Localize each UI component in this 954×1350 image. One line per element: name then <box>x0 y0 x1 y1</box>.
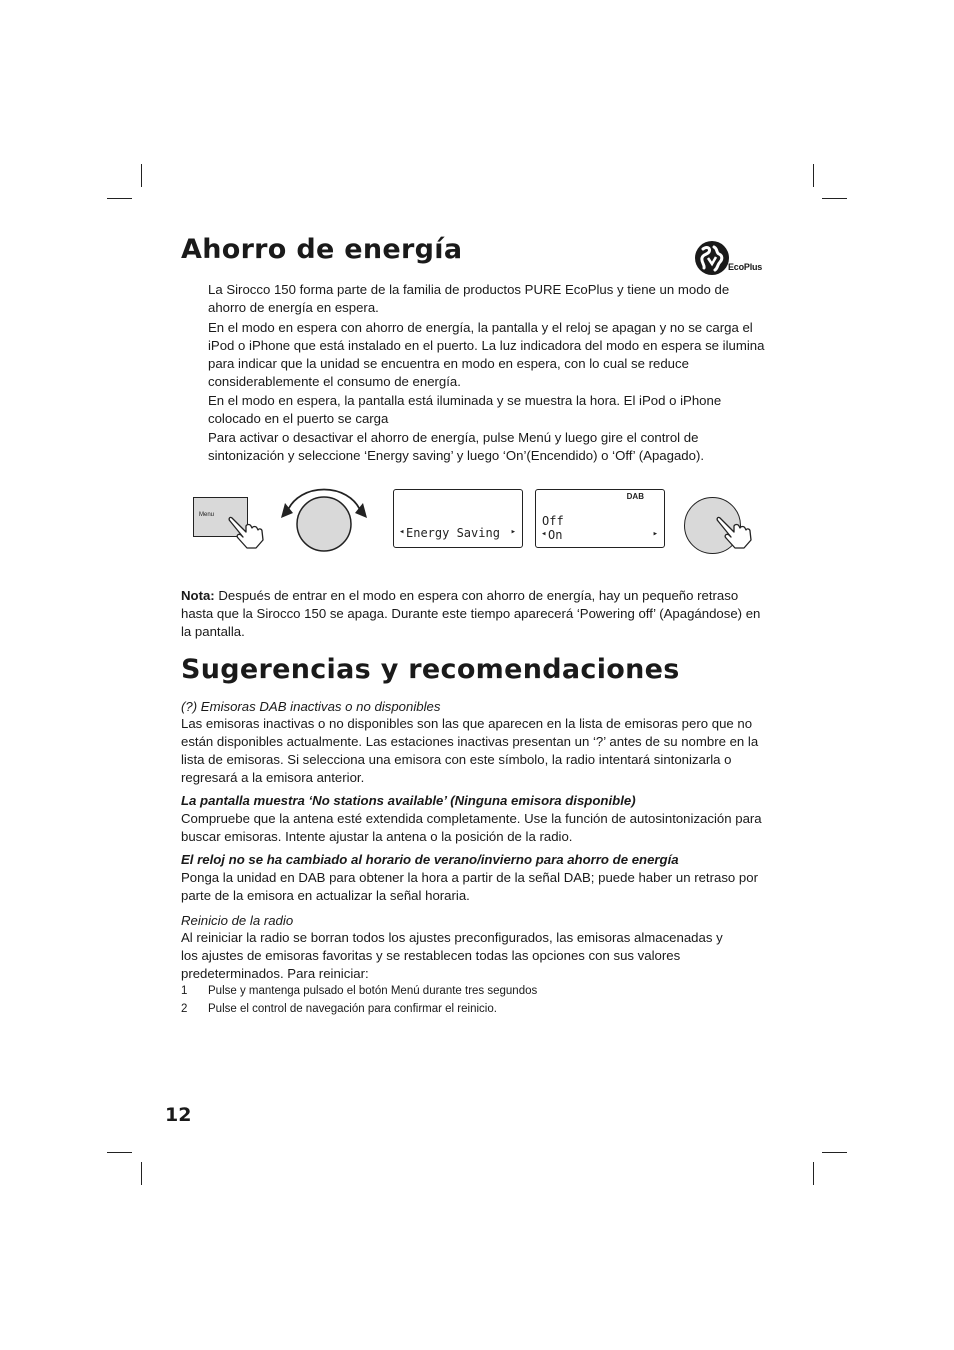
crop-mark <box>141 164 142 187</box>
tip-text: Compruebe que la antena esté extendida completamente. Use la función de autosintonización para buscar emisoras. Intente ajustar la antena o la posición de la radio. <box>181 811 762 844</box>
section-title-tips: Sugerencias y recomendaciones <box>181 654 680 685</box>
tip-heading: El reloj no se ha cambiado al horario de verano/invierno para ahorro de energía <box>181 852 679 867</box>
step-number: 1 <box>181 985 188 997</box>
tip-heading: Reinicio de la radio <box>181 913 294 928</box>
lcd-left-arrow-icon: ◂ <box>399 527 405 537</box>
paragraph: En el modo en espera con ahorro de energía, la pantalla y el reloj se apagan y no se carga el iPod o iPhone que está instalado en el puerto. La luz indicadora del modo en espera se ilumina para indicar que la unidad se encuentra en modo en espera, con lo cual se reduce considerablemente el consumo de energía. <box>208 320 765 389</box>
step-text: Pulse y mantenga pulsado el botón Menú durante tres segundos <box>208 985 538 997</box>
reset-step <box>181 1001 497 1017</box>
ecoplus-logo <box>694 240 766 276</box>
crop-mark <box>822 1152 847 1153</box>
ecoplus-globe-icon <box>694 240 730 276</box>
tip-text: Al reiniciar la radio se borran todos los ajustes preconfigurados, las emisoras almacenadas y los ajustes de emisoras favoritas y se restablecen todas las opciones con sus valores predeterminados. Para reiniciar: <box>181 930 723 981</box>
lcd-line-off: Off <box>542 514 564 528</box>
pointing-hand-icon <box>716 512 756 552</box>
step-text: Pulse el control de navegación para confirmar el reinicio. <box>208 1003 497 1015</box>
note-text: Después de entrar en el modo en espera con ahorro de energía, hay un pequeño retraso hasta que la Sirocco 150 se apaga. Durante este tiempo aparecerá ‘Powering off’ (Apagándose) en la pantalla. <box>181 588 761 639</box>
lcd-right-arrow-icon: ▸ <box>652 529 658 539</box>
pointing-hand-icon <box>228 512 268 552</box>
lcd-line-on: On <box>548 528 563 542</box>
lcd-display-on-off <box>535 489 665 548</box>
crop-mark <box>822 198 847 199</box>
crop-mark <box>813 164 814 187</box>
tip-heading: La pantalla muestra ‘No stations available’ (Ninguna emisora disponible) <box>181 793 636 808</box>
tip-text: Las emisoras inactivas o no disponibles son las que aparecen en la lista de emisoras pero que no están disponibles actualmente. Las estaciones inactivas presentan un ‘?’ antes de su nombre en la lista de emisoras. Si selecciona una emisora con este símbolo, la radio intentará sintonizarla o regresará a la emisora anterior. <box>181 716 759 785</box>
paragraph: En el modo en espera, la pantalla está iluminada y se muestra la hora. El iPod o iPhone colocado en el puerto se carga <box>208 393 722 426</box>
section-title-energy: Ahorro de energía <box>181 234 463 265</box>
dab-badge: DAB <box>626 492 644 501</box>
note-paragraph <box>181 587 773 641</box>
step-number: 2 <box>181 1003 188 1015</box>
lcd-display-energy-saving <box>393 489 523 548</box>
crop-mark <box>813 1162 814 1185</box>
crop-mark <box>107 198 132 199</box>
crop-mark <box>107 1152 132 1153</box>
lcd-text: Energy Saving <box>406 526 500 540</box>
tip-heading: (?) Emisoras DAB inactivas o no disponibles <box>181 699 441 714</box>
page-number: 12 <box>165 1104 192 1126</box>
ecoplus-logo-text: EcoPlus <box>728 262 763 272</box>
reset-step <box>181 983 537 999</box>
rotary-knob-turn-illustration <box>277 476 377 566</box>
paragraph: Para activar o desactivar el ahorro de energía, pulse Menú y luego gire el control de sintonización y seleccione ‘Energy saving’ y luego ‘On’(Encendido) o ‘Off’ (Apagado). <box>208 430 705 463</box>
lcd-left-arrow-icon: ◂ <box>541 529 547 539</box>
tip-text: Ponga la unidad en DAB para obtener la hora a partir de la señal DAB; puede haber un retraso por parte de la emisora en actualizar la señal horaria. <box>181 870 758 903</box>
note-label: Nota: <box>181 588 215 603</box>
menu-button-label: Menu <box>199 512 215 518</box>
crop-mark <box>141 1162 142 1185</box>
lcd-right-arrow-icon: ▸ <box>510 527 516 537</box>
paragraph: La Sirocco 150 forma parte de la familia de productos PURE EcoPlus y tiene un modo de ahorro de energía en espera. <box>208 282 730 315</box>
